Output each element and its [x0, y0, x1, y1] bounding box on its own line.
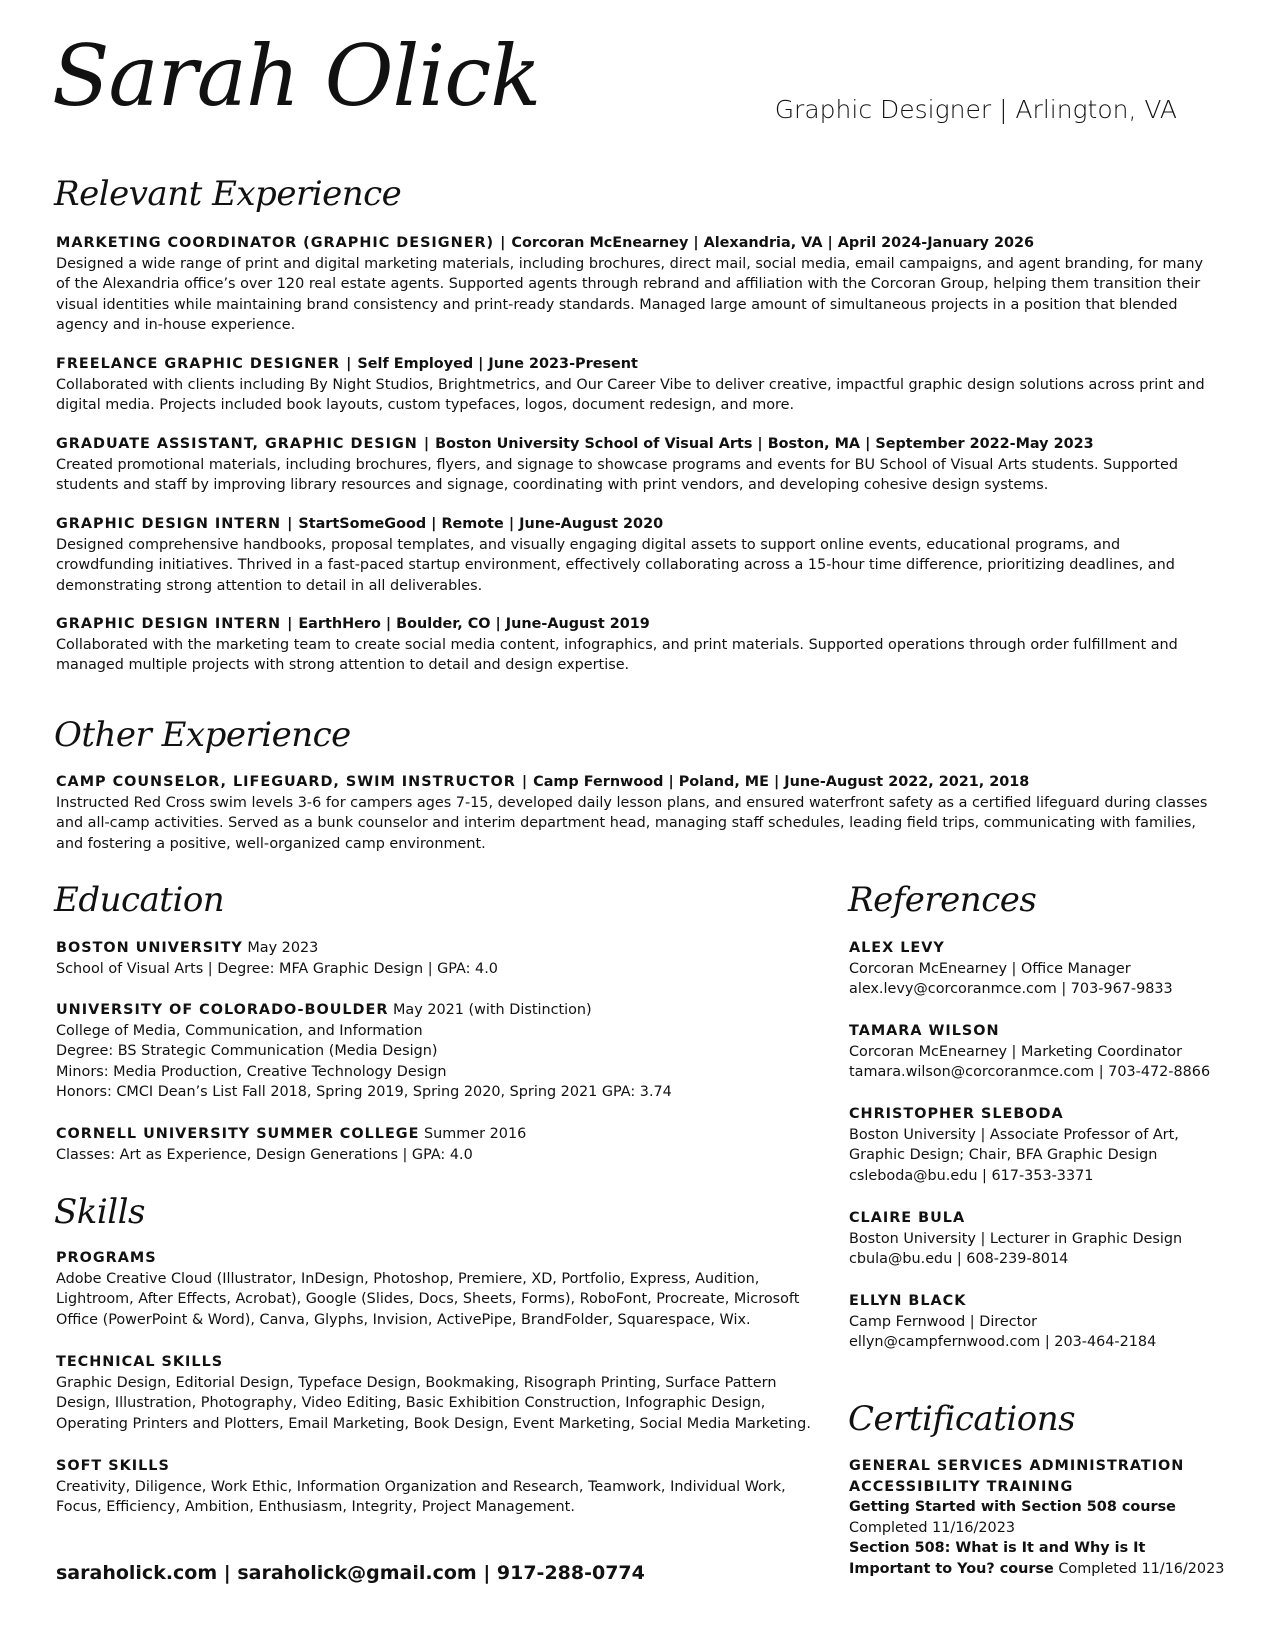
- job-title: MARKETING COORDINATOR (GRAPHIC DESIGNER) |: [56, 235, 507, 251]
- education-entry: [56, 1000, 816, 1103]
- education-line: Honors: CMCI Dean’s List Fall 2018, Spring 2019, Spring 2020, Spring 2021 GPA: 3.74: [56, 1084, 672, 1100]
- job-meta: Boston University School of Visual Arts | Boston, MA | September 2022-May 2023: [430, 436, 1094, 452]
- certification-course: Getting Started with Section 508 course: [849, 1499, 1176, 1515]
- education-entry: [56, 1124, 816, 1165]
- reference-entry: [849, 1208, 1225, 1270]
- job-title: CAMP COUNSELOR, LIFEGUARD, SWIM INSTRUCTOR |: [56, 774, 529, 790]
- reference-entry: [849, 1021, 1225, 1083]
- job-meta: Self Employed | June 2023-Present: [352, 356, 638, 372]
- education-entry: [56, 938, 816, 979]
- reference-line: tamara.wilson@corcoranmce.com | 703-472-8866: [849, 1064, 1211, 1080]
- reference-name: ALEX LEVY: [849, 940, 945, 956]
- tagline: Graphic Designer | Arlington, VA: [774, 95, 1177, 124]
- skill-group: [56, 1456, 816, 1518]
- section-skills: Skills: [54, 1192, 145, 1232]
- section-other-experience: Other Experience: [54, 715, 351, 755]
- school-date: May 2021 (with Distinction): [388, 1002, 592, 1018]
- skill-title: TECHNICAL SKILLS: [56, 1354, 224, 1370]
- job-description: Instructed Red Cross swim levels 3-6 for campers ages 7-15, developed daily lesson plans, and ensured waterfront safety as a certified lifeguard during classes and all-camp activities. Served as a bunk counselor and interim department head, managing staff schedules, leading field trips, communicating with families, and fostering a positive, well-organized camp environment.: [56, 794, 1208, 852]
- experience-entry: [56, 233, 1221, 336]
- job-description: Designed comprehensive handbooks, proposal templates, and visually engaging digital assets to support online events, educational programs, and crowdfunding initiatives. Thrived in a fast-paced startup environment, effectively collaborating across a 15-hour time difference, prioritizing deadlines, and demonstrating strong attention to detail in all deliverables.: [56, 536, 1175, 594]
- reference-name: CHRISTOPHER SLEBODA: [849, 1106, 1064, 1122]
- certification-date: Completed 11/16/2023: [1053, 1560, 1225, 1577]
- reference-entry: [849, 1291, 1225, 1353]
- education-line: Classes: Art as Experience, Design Generations | GPA: 4.0: [56, 1146, 473, 1163]
- job-meta: Camp Fernwood | Poland, ME | June-August 2022, 2021, 2018: [528, 774, 1030, 790]
- certification-date: Completed 11/16/2023: [849, 1519, 1016, 1536]
- footer-contact: saraholick.com | saraholick@gmail.com | 917-288-0774: [56, 1562, 645, 1584]
- name-heading: Sarah Olick: [52, 27, 541, 125]
- skill-group: [56, 1248, 816, 1330]
- skill-text: Creativity, Diligence, Work Ethic, Information Organization and Research, Teamwork, Individual Work, Focus, Efficiency, Ambition, Enthusiasm, Integrity, Project Management.: [56, 1478, 786, 1515]
- education-line: College of Media, Communication, and Information: [56, 1022, 423, 1039]
- job-meta: EarthHero | Boulder, CO | June-August 2019: [293, 616, 650, 632]
- school-name: UNIVERSITY OF COLORADO-BOULDER: [56, 1002, 389, 1018]
- skill-text: Adobe Creative Cloud (Illustrator, InDesign, Photoshop, Premiere, XD, Portfolio, Express, Audition, Lightroom, After Effects, Acrobat), Google (Slides, Docs, Sheets, Forms), RoboFont, Procreate, Microsoft Office (PowerPoint & Word), Canva, Glyphs, Invision, ActivePipe, BrandFolder, Squarespace, Wix.: [56, 1270, 800, 1328]
- job-description: Collaborated with the marketing team to create social media content, infographics, and print materials. Supported operations through order fulfillment and managed multiple projects with strong attention to detail and design expertise.: [56, 636, 1178, 673]
- skill-text: Graphic Design, Editorial Design, Typeface Design, Bookmaking, Risograph Printing, Surface Pattern Design, Illustration, Photography, Video Editing, Basic Exhibition Construction, Infographic Design, Operating Printers and Plotters, Email Marketing, Book Design, Event Marketing, Social Media Marketing.: [56, 1374, 811, 1432]
- reference-entry: [849, 1104, 1225, 1186]
- certification-title: GENERAL SERVICES ADMINISTRATION: [849, 1458, 1185, 1474]
- experience-entry: [56, 514, 1221, 596]
- section-certifications: Certifications: [848, 1399, 1076, 1439]
- skill-group: [56, 1352, 816, 1434]
- reference-line: alex.levy@corcoranmce.com | 703-967-9833: [849, 981, 1173, 997]
- education-line: Degree: BS Strategic Communication (Media Design): [56, 1043, 438, 1059]
- certification-entry: [849, 1456, 1225, 1579]
- experience-entry: [56, 434, 1221, 496]
- reference-name: TAMARA WILSON: [849, 1023, 1000, 1039]
- job-description: Designed a wide range of print and digital marketing materials, including brochures, direct mail, social media, email campaigns, and agent branding, for many of the Alexandria office’s over 120 real estate agents. Supported agents through rebrand and affiliation with the Corcoran Group, helping them transition their visual identities while maintaining brand consistency and print-ready standards. Managed large amount of simultaneous projects in a position that blended agency and in-house experience.: [56, 255, 1203, 333]
- education-line: School of Visual Arts | Degree: MFA Graphic Design | GPA: 4.0: [56, 960, 498, 977]
- experience-entry: [56, 772, 1221, 854]
- reference-line: Corcoran McEnearney | Office Manager: [849, 960, 1131, 977]
- reference-line: Camp Fernwood | Director: [849, 1313, 1038, 1330]
- reference-name: CLAIRE BULA: [849, 1210, 966, 1226]
- reference-line: Boston University | Associate Professor of Art,: [849, 1126, 1179, 1143]
- job-description: Collaborated with clients including By Night Studios, Brightmetrics, and Our Career Vibe to deliver creative, impactful graphic design solutions across print and digital media. Projects included book layouts, custom typefaces, logos, document redesign, and more.: [56, 376, 1205, 413]
- skill-title: PROGRAMS: [56, 1250, 157, 1266]
- reference-line: Corcoran McEnearney | Marketing Coordinator: [849, 1043, 1183, 1060]
- job-meta: StartSomeGood | Remote | June-August 2020: [293, 516, 664, 532]
- certification-course-line: [849, 1538, 1225, 1579]
- school-name: BOSTON UNIVERSITY: [56, 940, 243, 956]
- job-title: GRADUATE ASSISTANT, GRAPHIC DESIGN |: [56, 436, 431, 452]
- job-title: GRAPHIC DESIGN INTERN |: [56, 616, 294, 632]
- job-title: GRAPHIC DESIGN INTERN |: [56, 516, 294, 532]
- reference-line: ellyn@campfernwood.com | 203-464-2184: [849, 1334, 1157, 1350]
- education-line: Minors: Media Production, Creative Technology Design: [56, 1063, 447, 1080]
- section-education: Education: [54, 880, 225, 920]
- reference-line: Graphic Design; Chair, BFA Graphic Design: [849, 1147, 1158, 1163]
- reference-line: cbula@bu.edu | 608-239-8014: [849, 1251, 1069, 1267]
- experience-entry: [56, 614, 1221, 676]
- section-references: References: [848, 880, 1037, 920]
- reference-line: Boston University | Lecturer in Graphic Design: [849, 1230, 1183, 1247]
- job-description: Created promotional materials, including brochures, flyers, and signage to showcase programs and events for BU School of Visual Arts students. Supported students and staff by improving library resources and signage, coordinating with print vendors, and developing cohesive design systems.: [56, 456, 1178, 493]
- certification-course: Section 508: What is It and Why is It Important to You? course: [849, 1540, 1146, 1577]
- job-title: FREELANCE GRAPHIC DESIGNER |: [56, 356, 353, 372]
- certification-title: ACCESSIBILITY TRAINING: [849, 1478, 1074, 1495]
- section-relevant-experience: Relevant Experience: [54, 174, 402, 214]
- reference-line: csleboda@bu.edu | 617-353-3371: [849, 1167, 1094, 1184]
- school-date: May 2023: [242, 940, 319, 956]
- school-date: Summer 2016: [419, 1126, 527, 1142]
- reference-name: ELLYN BLACK: [849, 1293, 967, 1309]
- school-name: CORNELL UNIVERSITY SUMMER COLLEGE: [56, 1126, 420, 1142]
- skill-title: SOFT SKILLS: [56, 1458, 170, 1474]
- job-meta: Corcoran McEnearney | Alexandria, VA | April 2024-January 2026: [506, 235, 1034, 251]
- reference-entry: [849, 938, 1225, 1000]
- experience-entry: [56, 354, 1221, 416]
